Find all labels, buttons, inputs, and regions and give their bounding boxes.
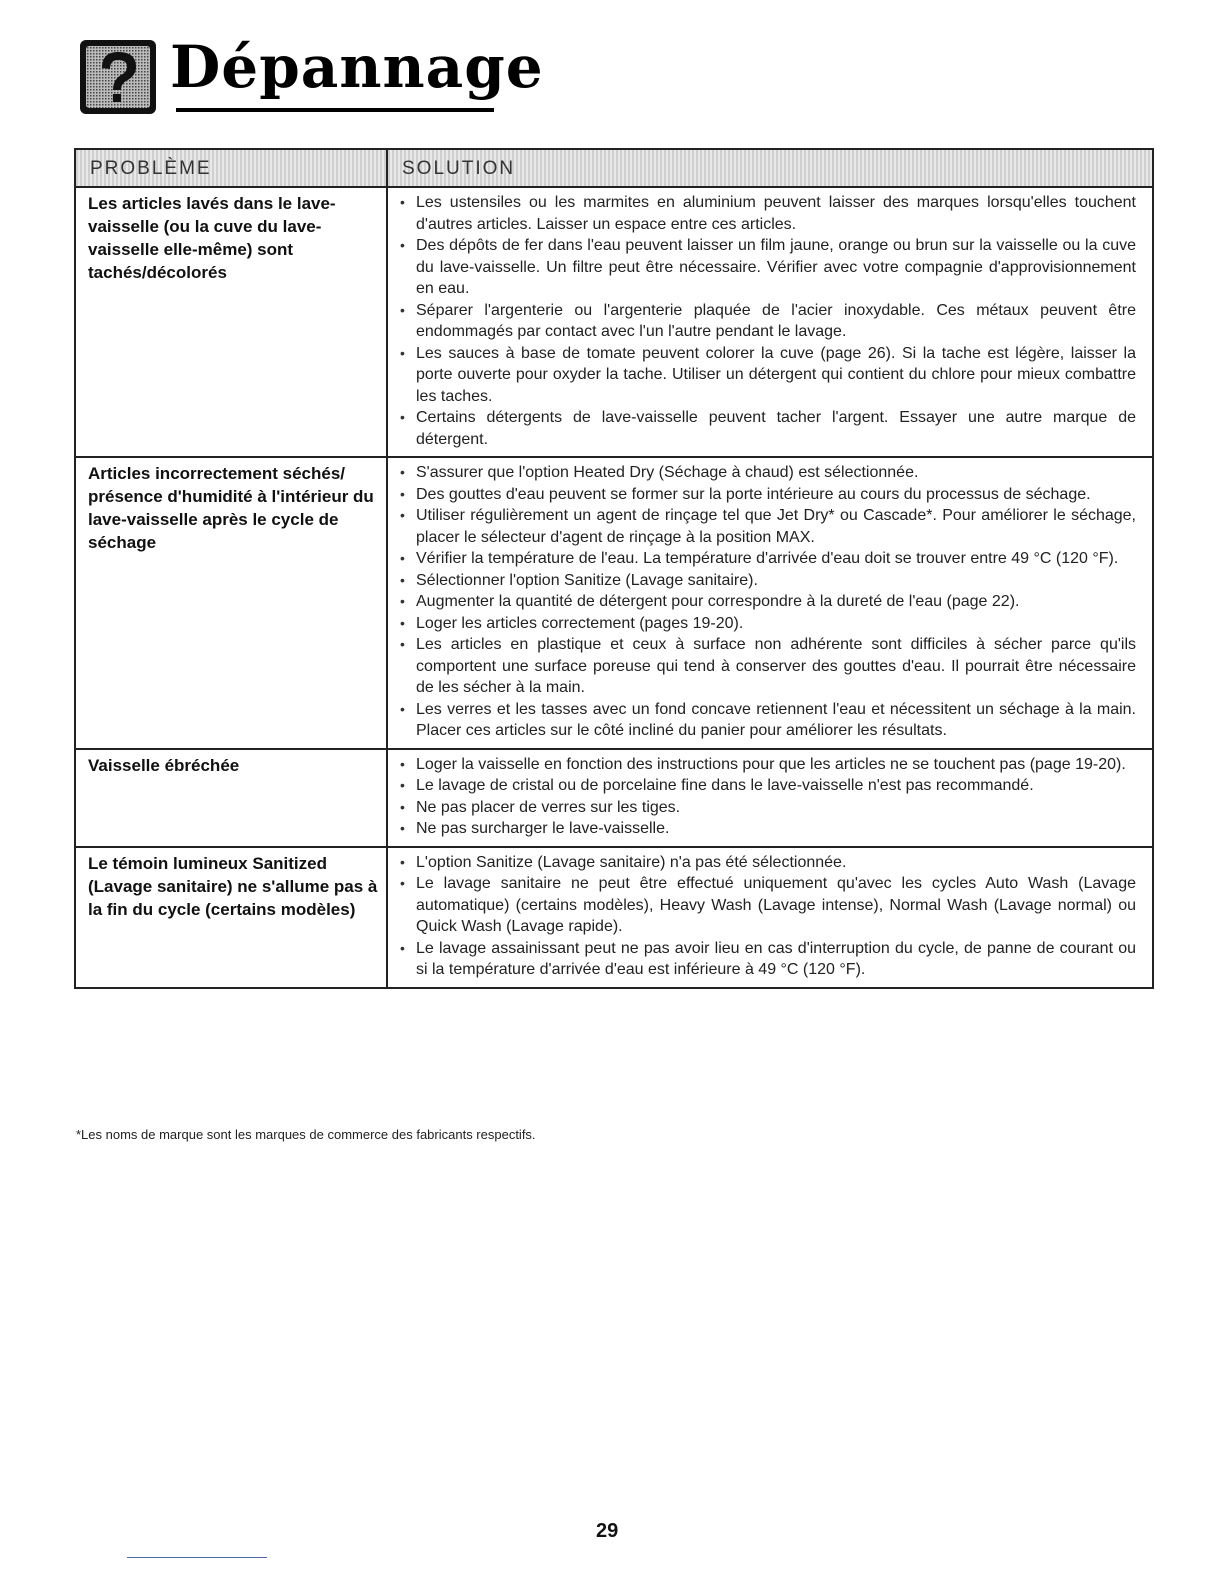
footnote: *Les noms de marque sont les marques de commerce des fabricants respectifs. [76,1127,536,1142]
solution-item: • Les articles en plastique et ceux à surface non adhérente sont difficiles à sécher parce qu'ils comportent une surface poreuse qui tend à conserver des gouttes d'eau. Il pourrait être nécessaire de les sécher à la main. [400,634,1136,699]
solution-item: • Les ustensiles ou les marmites en aluminium peuvent laisser des marques lorsqu'elles touchent d'autres articles. Laisser un espace entre ces articles. [400,192,1136,235]
table-row [76,458,1152,750]
page-number: 29 [596,1520,619,1542]
solution-item: • Des dépôts de fer dans l'eau peuvent laisser un film jaune, orange ou brun sur la vaisselle ou la cuve du lave-vaisselle. Un filtre peut être nécessaire. Vérifier avec votre compagnie d'approvisionnement en eau. [400,235,1136,300]
table-row [76,188,1152,458]
question-mark-icon [78,38,158,116]
solution-item: • Sélectionner l'option Sanitize (Lavage sanitaire). [400,570,1136,592]
solution-item: • Les sauces à base de tomate peuvent colorer la cuve (page 26). Si la tache est légère, laisser la porte ouverte pour oxyder la tache. Utiliser un détergent qui contient du chlore pour mieux combattre les taches. [400,343,1136,408]
solution-item: • Les verres et les tasses avec un fond concave retiennent l'eau et nécessitent un séchage à la main. Placer ces articles sur le côté incliné du panier pour améliorer les résultats. [400,699,1136,742]
solution-item: • Le lavage de cristal ou de porcelaine fine dans le lave-vaisselle n'est pas recommandé. [400,775,1136,797]
problem-cell: Articles incorrectement séchés/ présence d'humidité à l'intérieur du lave-vaisselle après le cycle de séchage [76,458,388,748]
solution-item: • Loger les articles correctement (pages 19-20). [400,613,1136,635]
column-header-problem: PROBLÈME [76,150,388,186]
solution-item: • Ne pas surcharger le lave-vaisselle. [400,818,1136,840]
problem-cell: Les articles lavés dans le lave-vaisselle (ou la cuve du lave-vaisselle elle-même) sont tachés/décolorés [76,188,388,456]
problem-cell: Vaisselle ébréchée [76,750,388,846]
bottom-divider [127,1557,267,1558]
page-title: Dépannage [170,33,544,101]
solution-item: • Utiliser régulièrement un agent de rinçage tel que Jet Dry* ou Cascade*. Pour améliorer le séchage, placer le sélecteur d'agent de rinçage à la position MAX. [400,505,1136,548]
solution-item: • Le lavage assainissant peut ne pas avoir lieu en cas d'interruption du cycle, de panne de courant ou si la température d'arrivée d'eau est inférieure à 49 °C (120 °F). [400,938,1136,981]
solution-item: • Certains détergents de lave-vaisselle peuvent tacher l'argent. Essayer une autre marque de détergent. [400,407,1136,450]
solution-item: • Loger la vaisselle en fonction des instructions pour que les articles ne se touchent pas (page 19-20). [400,754,1136,776]
solution-cell [388,750,1152,846]
solution-item: • Vérifier la température de l'eau. La température d'arrivée d'eau doit se trouver entre 49 °C (120 °F). [400,548,1136,570]
solution-item: • S'assurer que l'option Heated Dry (Séchage à chaud) est sélectionnée. [400,462,1136,484]
table-header [76,150,1152,188]
solution-item: • Des gouttes d'eau peuvent se former sur la porte intérieure au cours du processus de séchage. [400,484,1136,506]
solution-item: • Séparer l'argenterie ou l'argenterie plaquée de l'acier inoxydable. Ces métaux peuvent être endommagés par contact avec l'un l'autre pendant le lavage. [400,300,1136,343]
problem-cell: Le témoin lumineux Sanitized (Lavage sanitaire) ne s'allume pas à la fin du cycle (certains modèles) [76,848,388,987]
title-underline [176,108,494,112]
solution-item: • L'option Sanitize (Lavage sanitaire) n'a pas été sélectionnée. [400,852,1136,874]
troubleshooting-table [74,148,1154,989]
solution-cell [388,458,1152,748]
solution-cell [388,848,1152,987]
column-header-solution: SOLUTION [402,158,516,179]
table-row [76,750,1152,848]
solution-cell [388,188,1152,456]
solution-item: • Le lavage sanitaire ne peut être effectué uniquement qu'avec les cycles Auto Wash (Lavage automatique) (certains modèles), Heavy Wash (Lavage intense), Normal Wash (Lavage normal) ou Quick Wash (Lavage rapide). [400,873,1136,938]
table-row [76,848,1152,987]
solution-item: • Ne pas placer de verres sur les tiges. [400,797,1136,819]
solution-item: • Augmenter la quantité de détergent pour correspondre à la dureté de l'eau (page 22). [400,591,1136,613]
